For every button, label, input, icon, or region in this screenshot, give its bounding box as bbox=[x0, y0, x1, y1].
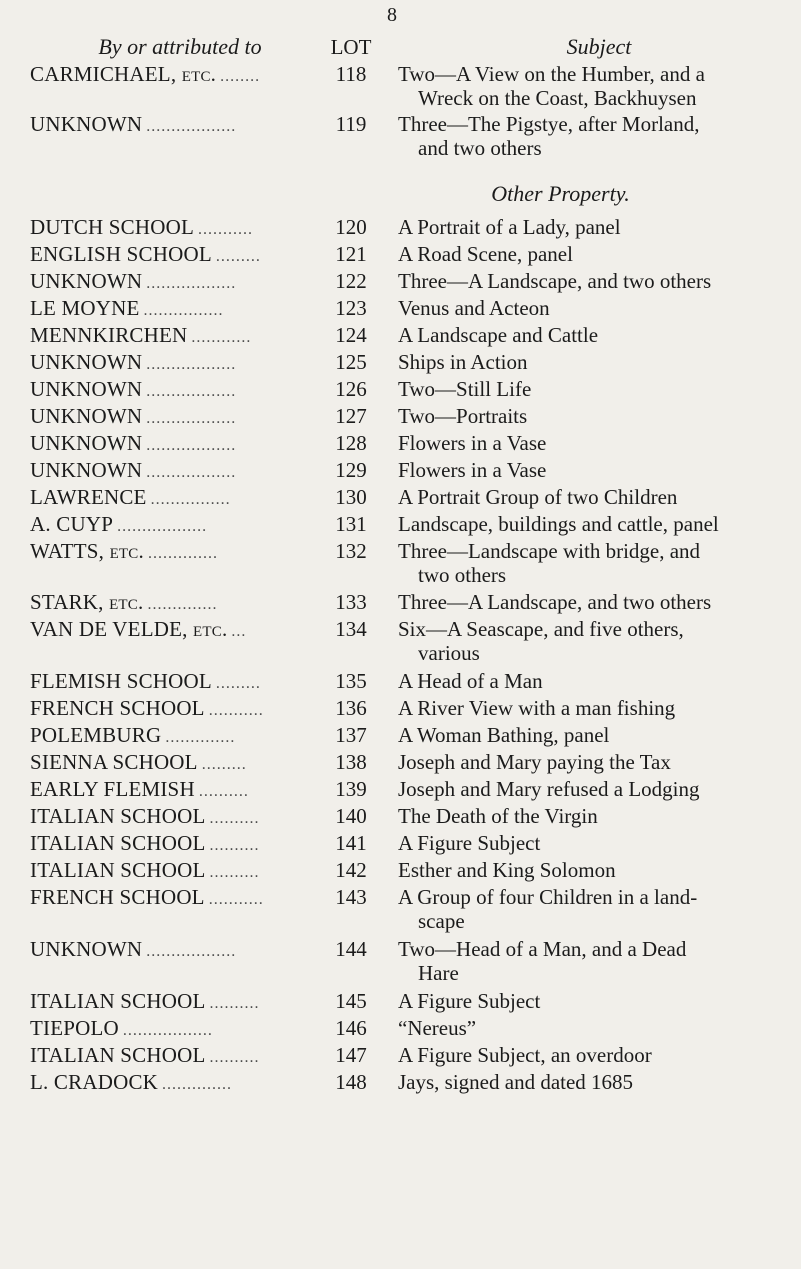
subject-line: Venus and Acteon bbox=[398, 296, 550, 320]
artist-name bbox=[30, 431, 316, 456]
lot-subject bbox=[398, 989, 794, 1013]
dot-leader: .................. bbox=[146, 943, 237, 960]
lot-subject bbox=[398, 485, 794, 509]
dot-leader: .............. bbox=[147, 596, 218, 613]
dot-leader: ......... bbox=[215, 248, 261, 265]
lot-row bbox=[0, 1043, 801, 1069]
lot-row bbox=[0, 458, 801, 484]
dot-leader: ............ bbox=[191, 329, 252, 346]
lot-row bbox=[0, 242, 801, 268]
lot-row bbox=[0, 669, 801, 695]
lot-subject bbox=[398, 1016, 794, 1040]
dot-leader: .............. bbox=[162, 1076, 233, 1093]
lot-subject bbox=[398, 431, 794, 455]
artist-text: UNKNOWN bbox=[30, 112, 143, 136]
lot-subject bbox=[398, 669, 794, 693]
lot-subject bbox=[398, 937, 794, 985]
lot-row bbox=[0, 377, 801, 403]
lot-number: 147 bbox=[335, 1043, 367, 1067]
lot-subject bbox=[398, 696, 794, 720]
dot-leader: ................ bbox=[143, 302, 224, 319]
subject-line: A Landscape and Cattle bbox=[398, 323, 599, 347]
subject-line: A Portrait Group of two Children bbox=[398, 485, 678, 509]
artist-name bbox=[30, 377, 316, 402]
subject-line: Flowers in a Vase bbox=[398, 431, 547, 455]
lot-subject bbox=[398, 350, 794, 374]
subject-line: A Woman Bathing, panel bbox=[398, 723, 610, 747]
artist-text: VAN DE VELDE, etc. bbox=[30, 617, 228, 641]
lot-row bbox=[0, 323, 801, 349]
lot-row bbox=[0, 1070, 801, 1096]
artist-text: LE MOYNE bbox=[30, 296, 140, 320]
lot-number: 142 bbox=[335, 858, 367, 882]
lot-subject bbox=[398, 539, 794, 587]
lot-row bbox=[0, 350, 801, 376]
lot-number: 118 bbox=[335, 62, 367, 86]
artist-text: POLEMBURG bbox=[30, 723, 162, 747]
dot-leader: .......... bbox=[209, 810, 260, 827]
artist-name bbox=[30, 1043, 316, 1068]
subject-line: A Figure Subject bbox=[398, 831, 541, 855]
artist-name bbox=[30, 989, 316, 1014]
subject-continuation: Hare bbox=[418, 961, 459, 985]
lot-subject bbox=[398, 1043, 794, 1067]
subject-line: Esther and King Solomon bbox=[398, 858, 616, 882]
subject-line: Three—The Pigstye, after Morland, bbox=[398, 112, 700, 136]
lot-row bbox=[0, 696, 801, 722]
artist-text: FRENCH SCHOOL bbox=[30, 885, 205, 909]
lot-number: 138 bbox=[335, 750, 367, 774]
artist-text: ITALIAN SCHOOL bbox=[30, 1043, 206, 1067]
subject-continuation: and two others bbox=[418, 136, 542, 160]
artist-text: A. CUYP bbox=[30, 512, 114, 536]
artist-name bbox=[30, 512, 316, 537]
lot-number: 124 bbox=[335, 323, 367, 347]
lot-number: 135 bbox=[335, 669, 367, 693]
dot-leader: .......... bbox=[198, 783, 249, 800]
dot-leader: ......... bbox=[215, 675, 261, 692]
lot-row bbox=[0, 62, 801, 110]
subject-line: A Figure Subject, an overdoor bbox=[398, 1043, 652, 1067]
artist-text: ENGLISH SCHOOL bbox=[30, 242, 212, 266]
lot-row bbox=[0, 750, 801, 776]
artist-name bbox=[30, 831, 316, 856]
lot-subject bbox=[398, 1070, 794, 1094]
header-lot: LOT bbox=[330, 35, 372, 59]
artist-name bbox=[30, 323, 316, 348]
subject-line: A Figure Subject bbox=[398, 989, 541, 1013]
dot-leader: .......... bbox=[209, 1049, 260, 1066]
lot-subject bbox=[398, 112, 794, 160]
artist-text: MENNKIRCHEN bbox=[30, 323, 188, 347]
lot-number: 137 bbox=[335, 723, 367, 747]
subject-line: The Death of the Virgin bbox=[398, 804, 598, 828]
lot-number: 126 bbox=[335, 377, 367, 401]
lot-number: 119 bbox=[335, 112, 367, 136]
subject-line: Two—A View on the Humber, and a bbox=[398, 62, 705, 86]
artist-text: WATTS, etc. bbox=[30, 539, 144, 563]
artist-name bbox=[30, 350, 316, 375]
artist-name bbox=[30, 1016, 316, 1041]
artist-name bbox=[30, 242, 316, 267]
dot-leader: ........... bbox=[198, 221, 253, 238]
subject-line: Joseph and Mary paying the Tax bbox=[398, 750, 671, 774]
subject-line: Joseph and Mary refused a Lodging bbox=[398, 777, 700, 801]
lot-number: 129 bbox=[335, 458, 367, 482]
page-number: 8 bbox=[387, 4, 397, 26]
artist-name bbox=[30, 112, 316, 137]
artist-text: FRENCH SCHOOL bbox=[30, 696, 205, 720]
dot-leader: .................. bbox=[146, 410, 237, 427]
artist-name bbox=[30, 404, 316, 429]
lot-subject bbox=[398, 269, 794, 293]
artist-name bbox=[30, 590, 316, 615]
artist-name bbox=[30, 858, 316, 883]
lot-row bbox=[0, 269, 801, 295]
lot-subject bbox=[398, 885, 794, 933]
subject-line: A Road Scene, panel bbox=[398, 242, 573, 266]
dot-leader: ... bbox=[231, 623, 247, 640]
lot-row bbox=[0, 777, 801, 803]
artist-name bbox=[30, 1070, 316, 1095]
artist-text: CARMICHAEL, etc. bbox=[30, 62, 217, 86]
dot-leader: .................. bbox=[146, 356, 237, 373]
dot-leader: ......... bbox=[201, 756, 247, 773]
lot-subject bbox=[398, 804, 794, 828]
artist-text: UNKNOWN bbox=[30, 431, 143, 455]
artist-text: UNKNOWN bbox=[30, 269, 143, 293]
lot-number: 146 bbox=[335, 1016, 367, 1040]
lot-subject bbox=[398, 723, 794, 747]
subject-line: Three—A Landscape, and two others bbox=[398, 590, 712, 614]
subject-line: A Group of four Children in a land- bbox=[398, 885, 698, 909]
subject-continuation: scape bbox=[418, 909, 465, 933]
artist-text: UNKNOWN bbox=[30, 404, 143, 428]
artist-text: ITALIAN SCHOOL bbox=[30, 858, 206, 882]
subject-line: Three—A Landscape, and two others bbox=[398, 269, 712, 293]
lot-row bbox=[0, 885, 801, 933]
lot-number: 121 bbox=[335, 242, 367, 266]
artist-name bbox=[30, 458, 316, 483]
dot-leader: .................. bbox=[146, 275, 237, 292]
lot-row bbox=[0, 989, 801, 1015]
lot-row bbox=[0, 723, 801, 749]
lot-row bbox=[0, 539, 801, 587]
artist-text: ITALIAN SCHOOL bbox=[30, 831, 206, 855]
lot-row bbox=[0, 617, 801, 665]
artist-text: SIENNA SCHOOL bbox=[30, 750, 198, 774]
dot-leader: .................. bbox=[146, 118, 237, 135]
lot-number: 139 bbox=[335, 777, 367, 801]
dot-leader: ........ bbox=[220, 68, 261, 85]
subject-continuation: two others bbox=[418, 563, 507, 587]
artist-text: ITALIAN SCHOOL bbox=[30, 804, 206, 828]
lot-row bbox=[0, 831, 801, 857]
artist-name bbox=[30, 539, 316, 564]
lot-subject bbox=[398, 831, 794, 855]
subject-line: A Portrait of a Lady, panel bbox=[398, 215, 621, 239]
dot-leader: .................. bbox=[117, 518, 208, 535]
artist-name bbox=[30, 804, 316, 829]
dot-leader: .................. bbox=[146, 464, 237, 481]
subject-line: Jays, signed and dated 1685 bbox=[398, 1070, 634, 1094]
subject-continuation: various bbox=[418, 641, 480, 665]
dot-leader: .......... bbox=[209, 864, 260, 881]
subject-line: “Nereus” bbox=[398, 1016, 477, 1040]
lot-number: 120 bbox=[335, 215, 367, 239]
artist-name bbox=[30, 269, 316, 294]
dot-leader: .................. bbox=[146, 437, 237, 454]
subject-line: A River View with a man fishing bbox=[398, 696, 676, 720]
dot-leader: .......... bbox=[209, 995, 260, 1012]
artist-name bbox=[30, 215, 316, 240]
lot-row bbox=[0, 1016, 801, 1042]
lot-subject bbox=[398, 458, 794, 482]
lot-subject bbox=[398, 377, 794, 401]
subject-continuation: Wreck on the Coast, Backhuysen bbox=[418, 86, 697, 110]
artist-name bbox=[30, 777, 316, 802]
artist-text: FLEMISH SCHOOL bbox=[30, 669, 212, 693]
artist-name bbox=[30, 937, 316, 962]
artist-text: UNKNOWN bbox=[30, 350, 143, 374]
subject-line: A Head of a Man bbox=[398, 669, 543, 693]
artist-text: UNKNOWN bbox=[30, 937, 143, 961]
lot-number: 131 bbox=[335, 512, 367, 536]
lot-subject bbox=[398, 617, 794, 665]
artist-text: TIEPOLO bbox=[30, 1016, 119, 1040]
lot-number: 140 bbox=[335, 804, 367, 828]
artist-text: L. CRADOCK bbox=[30, 1070, 159, 1094]
subject-line: Two—Portraits bbox=[398, 404, 528, 428]
lot-row bbox=[0, 858, 801, 884]
header-subject: Subject bbox=[566, 34, 632, 59]
lot-row bbox=[0, 431, 801, 457]
subject-line: Landscape, buildings and cattle, panel bbox=[398, 512, 719, 536]
lot-subject bbox=[398, 215, 794, 239]
artist-name bbox=[30, 750, 316, 775]
lot-subject bbox=[398, 404, 794, 428]
header-artist: By or attributed to bbox=[98, 34, 262, 59]
lot-subject bbox=[398, 323, 794, 347]
lot-number: 127 bbox=[335, 404, 367, 428]
lot-number: 128 bbox=[335, 431, 367, 455]
artist-text: DUTCH SCHOOL bbox=[30, 215, 194, 239]
lot-subject bbox=[398, 512, 794, 536]
lot-row bbox=[0, 937, 801, 985]
lot-number: 145 bbox=[335, 989, 367, 1013]
lot-row bbox=[0, 215, 801, 241]
dot-leader: .................. bbox=[146, 383, 237, 400]
lot-row bbox=[0, 590, 801, 616]
artist-name bbox=[30, 62, 316, 87]
lot-number: 123 bbox=[335, 296, 367, 320]
lot-subject bbox=[398, 62, 794, 110]
dot-leader: ................ bbox=[150, 491, 231, 508]
artist-name bbox=[30, 617, 316, 642]
lot-number: 144 bbox=[335, 937, 367, 961]
lot-row bbox=[0, 112, 801, 160]
artist-name bbox=[30, 723, 316, 748]
subject-line: Two—Head of a Man, and a Dead bbox=[398, 937, 687, 961]
lot-subject bbox=[398, 750, 794, 774]
subject-line: Two—Still Life bbox=[398, 377, 532, 401]
subject-line: Ships in Action bbox=[398, 350, 528, 374]
artist-text: EARLY FLEMISH bbox=[30, 777, 195, 801]
lot-subject bbox=[398, 296, 794, 320]
lot-number: 125 bbox=[335, 350, 367, 374]
artist-text: LAWRENCE bbox=[30, 485, 147, 509]
lot-row bbox=[0, 404, 801, 430]
lot-subject bbox=[398, 777, 794, 801]
lot-number: 130 bbox=[335, 485, 367, 509]
dot-leader: ........... bbox=[208, 891, 264, 908]
dot-leader: ........... bbox=[208, 702, 264, 719]
section-title: Other Property. bbox=[491, 181, 630, 206]
artist-name bbox=[30, 296, 316, 321]
lot-number: 148 bbox=[335, 1070, 367, 1094]
lot-subject bbox=[398, 590, 794, 614]
artist-text: ITALIAN SCHOOL bbox=[30, 989, 206, 1013]
artist-text: UNKNOWN bbox=[30, 377, 143, 401]
dot-leader: .............. bbox=[165, 729, 236, 746]
lot-subject bbox=[398, 242, 794, 266]
subject-line: Three—Landscape with bridge, and bbox=[398, 539, 701, 563]
lot-subject bbox=[398, 858, 794, 882]
lot-number: 133 bbox=[335, 590, 367, 614]
lot-row bbox=[0, 804, 801, 830]
lot-number: 141 bbox=[335, 831, 367, 855]
lot-number: 134 bbox=[335, 617, 367, 641]
artist-text: UNKNOWN bbox=[30, 458, 143, 482]
lot-row bbox=[0, 296, 801, 322]
lot-number: 136 bbox=[335, 696, 367, 720]
dot-leader: .................. bbox=[122, 1022, 213, 1039]
lot-row bbox=[0, 485, 801, 511]
subject-line: Flowers in a Vase bbox=[398, 458, 547, 482]
artist-name bbox=[30, 669, 316, 694]
artist-name bbox=[30, 885, 316, 910]
subject-line: Six—A Seascape, and five others, bbox=[398, 617, 684, 641]
dot-leader: .............. bbox=[147, 545, 218, 562]
lot-number: 132 bbox=[335, 539, 367, 563]
lot-number: 143 bbox=[335, 885, 367, 909]
artist-name bbox=[30, 485, 316, 510]
dot-leader: .......... bbox=[209, 837, 260, 854]
lot-row bbox=[0, 512, 801, 538]
artist-text: STARK, etc. bbox=[30, 590, 144, 614]
artist-name bbox=[30, 696, 316, 721]
lot-number: 122 bbox=[335, 269, 367, 293]
